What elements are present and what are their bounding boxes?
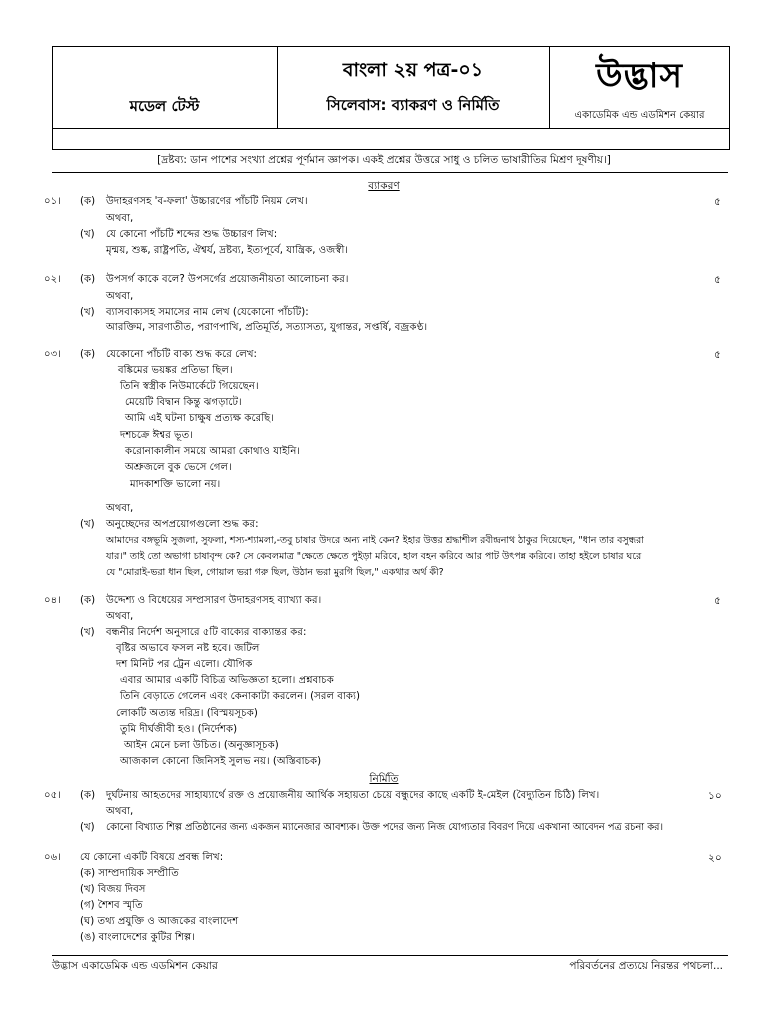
question-number: ০৪। — [44, 595, 61, 606]
or-label: অথবা, — [106, 213, 134, 224]
question-mark: ৫ — [714, 595, 721, 607]
question-number: ০১। — [44, 196, 61, 207]
part-label: (খ) — [80, 519, 95, 530]
part-label: (খ) — [80, 822, 95, 833]
footer-right: পরিবর্তনের প্রত্যয়ে নিরন্তর পথচলা... — [569, 960, 723, 972]
part-label: (খ) — [80, 229, 95, 240]
logo-subtitle: একাডেমিক এন্ড এডমিশন কেয়ার — [574, 110, 705, 121]
question-mark: ৫ — [714, 274, 721, 286]
question-mark: ২০ — [708, 852, 722, 864]
part-label: (ক) — [80, 595, 96, 606]
essay-option: (ঘ) তথ্য প্রযুক্তি ও আজকের বাংলাদেশ — [80, 916, 239, 927]
sentence-item: এবার আমার একটি বিচিত্র অভিজ্ঞতা হলো। প্রশ্নবাচক — [120, 675, 334, 686]
question-text: যেকোনো পাঁচটি বাক্য শুদ্ধ করে লেখ: — [106, 349, 257, 360]
sentence-item: আজকাল কোনো জিনিসই সুলভ নয়। (অস্তিবাচক) — [120, 756, 322, 767]
header-divider — [53, 128, 729, 129]
question-text: বন্ধনীর নির্দেশ অনুসারে ৫টি বাক্যের বাক্যান্তর কর: — [106, 627, 307, 638]
instruction-note: [দ্রষ্টব্য: ডান পাশের সংখ্যা প্রশ্নের পূর্ণমান জ্ঞাপক। একই প্রশ্নের উত্তরে সাধু ও চলিত ভাষারীতির মিশ্রণ দূষণীয়।] — [157, 154, 611, 166]
question-text: দুর্ঘটনায় আহতদের সাহায্যার্থে রক্ত ও প্রয়োজনীয় আর্থিক সহায়তা চেয়ে বন্ধুদের কাছে একটি ই-মেইল (বৈদ্যুতিন চিঠি) লিখ। — [106, 790, 600, 801]
paragraph-line: আমাদের বঙ্গভূমি সুজলা, সুফলা, শস্য-শ্যামলা,-তবু চাষার উদরে অন্য নাই কেন? ইহার উত্তর শ্রদ্ধাশীল রবীন্দ্রনাথ ঠাকুর দিয়েছেন, "ধান তার বসুন্ধরা — [106, 535, 644, 546]
question-mark: ১০ — [708, 790, 722, 802]
part-label: (ক) — [80, 274, 96, 285]
question-text: যে কোনো একটি বিষয়ে প্রবন্ধ লিখ: — [80, 852, 224, 863]
word-list: মৃন্ময়, শুষ্ক, রাষ্ট্রপতি, ঐশ্বর্য, দ্রষ্টব্য, ইত্যপূর্বে, যান্ত্রিক, ওজস্বী। — [106, 245, 349, 256]
part-label: (ক) — [80, 196, 96, 207]
sentence-item: দশ মিনিট পর ট্রেন এলো। যৌগিক — [116, 659, 253, 670]
sentence-item: বঙ্কিমের ভয়ঙ্কর প্রতিভা ছিল। — [118, 365, 233, 376]
paragraph-line: যে "মোরাই-ভরা ধান ছিল, গোয়াল ভরা গরু ছিল, উঠান ভরা মুরগি ছিল," একথার অর্থ কী? — [106, 567, 444, 578]
question-number: ০৬। — [44, 852, 61, 863]
logo: উদ্ভাস — [596, 56, 683, 96]
divider-line — [52, 172, 728, 173]
sentence-item: আমি এই ঘটনা চাক্ষুষ প্রত্যক্ষ করেছি। — [125, 413, 274, 424]
question-text: উপসর্গ কাকে বলে? উপসর্গের প্রয়োজনীয়তা আলোচনা কর। — [106, 274, 349, 285]
paragraph-line: যার।" তাই তো অভাগা চাষাবৃন্দ কে? সে কেবলমাত্র "ক্ষেতে ক্ষেতে পুইড়া মরিবে, হাল বহন করিবে আর পাট উৎপন্ন করিবে। তাহা হইলে চাষার ঘরে — [106, 551, 642, 562]
question-text: কোনো বিখ্যাত শিল্প প্রতিষ্ঠানের জন্য একজন ম্যানেজার আবশ্যক। উক্ত পদের জন্য নিজ যোগ্যতার বিবরণ দিয়ে একখানা আবেদন পত্র রচনা কর। — [106, 822, 663, 833]
sentence-item: তিনি স্বস্ত্রীক নিউমার্কেটে গিয়েছেন। — [120, 381, 259, 392]
sentence-item: তিনি বেড়াতে গেলেন এবং কেনাকাটা করলেন। (সরল বাক্য) — [120, 691, 360, 702]
or-label: অথবা, — [106, 611, 134, 622]
sentence-item: তুমি দীর্ঘজীবী হও। (নির্দেশক) — [120, 724, 238, 735]
question-number: ০৩। — [44, 349, 61, 360]
syllabus-label: সিলেবাস: ব্যাকরণ ও নির্মিতি — [326, 96, 500, 114]
essay-option: (খ) বিজয় দিবস — [80, 884, 146, 895]
question-text: যে কোনো পাঁচটি শব্দের শুদ্ধ উচ্চারণ লিখ: — [106, 229, 278, 240]
essay-option: (ক) সাম্প্রদায়িক সম্প্রীতি — [80, 868, 179, 879]
model-test-label: মডেল টেস্ট — [129, 97, 200, 115]
question-number: ০৫। — [44, 790, 61, 801]
sentence-item: বৃষ্টির অভাবে ফসল নষ্ট হবে। জটিল — [116, 643, 260, 654]
part-label: (ক) — [80, 349, 96, 360]
question-text: ব্যাসবাক্যসহ সমাসের নাম লেখ (যেকোনো পাঁচটি): — [106, 307, 309, 318]
part-label: (ক) — [80, 790, 96, 801]
question-text: উদাহরণসহ 'ব-ফলা' উচ্চারণের পাঁচটি নিয়ম লেখ। — [106, 196, 308, 207]
or-label: অথবা, — [106, 503, 134, 514]
sentence-item: লোকটি অত্যন্ত দরিদ্র। (বিস্ময়সূচক) — [116, 708, 258, 719]
word-list: আরক্তিম, সারণাতীত, পরাণপাখি, প্রতিমূর্তি, সত্যাসত্য, যুগান্তর, সপ্তর্ষি, বজ্রকণ্ঠ। — [106, 322, 428, 333]
part-label: (খ) — [80, 627, 95, 638]
sentence-item: আইন মেনে চলা উচিত। (অনুজ্ঞাসূচক) — [124, 740, 279, 751]
question-text: উদ্দেশ্য ও বিধেয়ের সম্প্রসারণ উদাহরণসহ ব্যাখ্যা কর। — [106, 595, 322, 606]
essay-option: (গ) শৈশব স্মৃতি — [80, 900, 143, 911]
or-label: অথবা, — [106, 291, 134, 302]
sentence-item: করোনাকালীন সময়ে আমরা কোথাও যাইনি। — [125, 446, 301, 457]
or-label: অথবা, — [106, 806, 134, 817]
sentence-item: অশ্রুজলে বুক ভেসে গেল। — [125, 462, 232, 473]
footer-left: উদ্ভাস একাডেমিক এন্ড এডমিশন কেয়ার — [52, 960, 218, 972]
essay-option: (ঙ) বাংলাদেশের কুটির শিল্প। — [80, 932, 195, 943]
sentence-item: মাদকাশক্তি ভালো নয়। — [130, 479, 221, 490]
part-label: (খ) — [80, 307, 95, 318]
question-mark: ৫ — [714, 196, 721, 208]
question-number: ০২। — [44, 274, 61, 285]
footer-divider — [52, 955, 728, 956]
sentence-item: মেয়েটি বিদ্বান কিন্তু ঝগড়াটে। — [125, 397, 242, 408]
subject-title: বাংলা ২য় পত্র-০১ — [342, 59, 484, 81]
sentence-item: দশচক্রে ঈশ্বর ভূত। — [120, 430, 193, 441]
section-heading-grammar: ব্যাকরণ — [368, 180, 400, 192]
section-heading-composition: নির্মিতি — [369, 773, 399, 785]
question-mark: ৫ — [714, 349, 721, 361]
question-text: অনুচ্ছেদের অপপ্রয়োগগুলো শুদ্ধ কর: — [106, 519, 259, 530]
